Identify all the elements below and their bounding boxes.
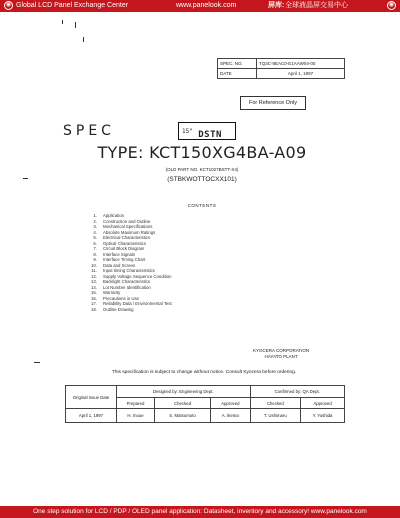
contents-item-number: 11. (91, 268, 97, 273)
contents-item-number: 18. (91, 306, 97, 312)
contents-item-number: 2. (93, 218, 97, 224)
scan-mark (75, 22, 76, 28)
company-name: KYOCERA CORPORATION (253, 348, 310, 353)
contents-item-number: 6. (93, 240, 97, 246)
contents-item-title: Construction and Outline (103, 218, 151, 224)
contents-item-title: Electrical Characteristics (103, 235, 151, 240)
spec-number-table (217, 58, 345, 79)
contents-item-number: 5. (93, 235, 97, 240)
spec-document (57, 55, 347, 500)
header-qa-checked: Checked (250, 398, 301, 409)
contents-item-number: 17. (91, 301, 97, 306)
contents-item-title: Absolute Maximum Ratings (103, 229, 156, 235)
contents-item-title: Optical Characteristics (103, 240, 146, 246)
banner-site-name: Global LCD Panel Exchange Center (16, 2, 129, 9)
banner-cn-slogan: 全球液晶屏交易中心 (285, 2, 348, 9)
contents-item-title: Outline Drawing (103, 306, 134, 312)
scan-mark (62, 20, 63, 24)
contents-item-number: 7. (93, 246, 97, 251)
change-notice: This specification is subject to change without notice. Consult Kyocera before ordering. (111, 370, 297, 375)
contents-item-title: Interface Timing Chart (103, 257, 146, 262)
contents-item-title: Backlight Characteristics (103, 279, 151, 284)
contents-item-title: Reliability Data / Environmental Test (103, 301, 172, 306)
contents-item-title: Warranty (103, 290, 121, 295)
signer-name: S. Matsumoto (155, 409, 211, 423)
original-issue-date: April 1, 1997 (66, 409, 117, 423)
signoff-table (65, 385, 345, 423)
contents-item-number: 14. (91, 284, 97, 290)
company-division: HAYATO PLANT (264, 354, 298, 359)
contents-item-title: Data and Screen (103, 262, 136, 268)
globe-icon: ◉ (388, 2, 395, 8)
contents-list (83, 213, 172, 312)
top-banner (0, 0, 400, 12)
contents-item-title: Mechanical Specifications (103, 224, 153, 229)
contents-item-number: 3. (93, 224, 97, 229)
signer-name: H. Inoue (117, 409, 155, 423)
contents-title: CONTENTS (187, 203, 217, 208)
contents-item-title: Input timing Characteristics (103, 268, 155, 273)
contents-item-title: Circuit Block Diagram (103, 246, 145, 251)
contents-item-number: 9. (93, 257, 97, 262)
contents-item-number: 1. (93, 213, 97, 218)
date-value: April 1, 1997 (257, 69, 345, 79)
old-part-number: (OLD PART NO. KCT1027BSTT-X4) (165, 167, 239, 172)
contents-item-title: Precautions in Use (103, 295, 140, 301)
contents-item-title: Application (103, 213, 125, 218)
signer-name: A. Ikema (211, 409, 251, 423)
handwritten-size-note (178, 122, 236, 140)
header-approved: Approved (211, 398, 251, 409)
contents-item-title: Interface Signals (103, 251, 136, 257)
scan-mark (34, 362, 40, 363)
spec-heading: SPEC (63, 123, 115, 139)
handwritten-type: DSTN (198, 130, 222, 140)
contents-item-number: 16. (91, 295, 97, 301)
bottom-banner[interactable]: One step solution for LCD / PDP / OLED panel application: Datasheet, inventory and accessory! www.panelook.com (0, 506, 400, 518)
contents-item-title: Lot Number Identification (103, 284, 151, 290)
header-qa-approved: Approved (301, 398, 345, 409)
contents-item-number: 15. (91, 290, 97, 295)
contents-item-number: 10. (91, 262, 97, 268)
spec-no-label: SPEC. NO. (218, 59, 257, 69)
date-label: DATE (218, 69, 257, 79)
signer-name: Y. Yoshida (301, 409, 345, 423)
type-title: TYPE: KCT150XG4BA-A09 (97, 143, 307, 162)
contents-item-title: Supply Voltage Sequence Condition (103, 273, 172, 279)
original-issue-label: Original Issue Date (66, 386, 117, 409)
contents-item-number: 12. (91, 273, 97, 279)
header-prepared: Prepared (117, 398, 155, 409)
globe-icon: ◉ (5, 2, 12, 8)
contents-item-number: 4. (93, 229, 97, 235)
reference-only-stamp: For Reference Only (240, 96, 306, 110)
contents-item (83, 307, 172, 313)
banner-cn-label: 屏库: (268, 2, 285, 9)
contents-item-number: 13. (91, 279, 97, 284)
confirmed-by: Confirmed by: QA Dept. (250, 386, 344, 398)
contents-item-number: 8. (93, 251, 97, 257)
banner-url-link[interactable]: www.panelook.com (176, 2, 237, 9)
spec-no-value: TQ3C-8EAC0-E1AAW04-00 (257, 59, 345, 69)
handwritten-size: 15" (182, 128, 193, 135)
designed-by: Designed by: Engineering Dept. (117, 386, 251, 398)
scan-mark (83, 37, 84, 42)
company-block (253, 348, 309, 360)
header-checked: Checked (155, 398, 211, 409)
scan-mark (23, 178, 28, 179)
stbk-code: (STBKWOTTOCXX101) (167, 176, 237, 183)
signer-name: T. Ushimaru (250, 409, 301, 423)
